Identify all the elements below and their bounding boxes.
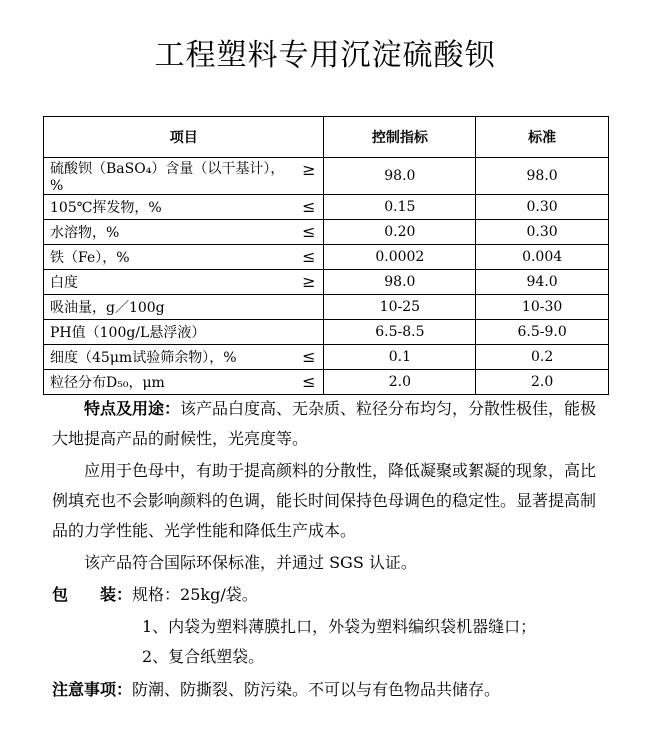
notes-line (52, 675, 500, 705)
row-limit-symbol: ≤ (302, 222, 316, 241)
table-row (44, 195, 609, 220)
row-item-label: PH值（100g/L悬浮液） (50, 325, 206, 341)
packaging-spec: 规格：25kg/袋。 (132, 585, 258, 604)
row-control-value: 0.0002 (324, 245, 476, 270)
row-control-value: 2.0 (324, 370, 476, 395)
table-header-row (44, 117, 609, 158)
row-item-label: 白度 (50, 275, 78, 291)
row-item (44, 245, 324, 270)
row-control-value: 0.15 (324, 195, 476, 220)
document-title: 工程塑料专用沉淀硫酸钡 (154, 38, 496, 73)
table-row (44, 370, 609, 395)
row-limit-symbol: ≤ (302, 197, 316, 216)
notes-label: 注意事项： (52, 680, 133, 699)
table-row (44, 320, 609, 345)
row-standard-value: 0.004 (476, 245, 609, 270)
row-standard-value: 2.0 (476, 370, 609, 395)
row-item (44, 270, 324, 295)
row-item (44, 220, 324, 245)
row-item (44, 370, 324, 395)
row-standard-value: 6.5-9.0 (476, 320, 609, 345)
row-limit-symbol: ≤ (302, 347, 316, 366)
row-item (44, 158, 324, 195)
application-paragraph: 应用于色母中，有助于提高颜料的分散性，降低凝聚或絮凝的现象，高比例填充也不会影响颜料的色调，能长时间保持色母调色的稳定性。显著提高制品的力学性能、光学性能和降低生产成本。 (52, 461, 597, 540)
row-control-value: 0.1 (324, 345, 476, 370)
table-row (44, 158, 609, 195)
packaging-line (52, 580, 258, 610)
header-control: 控制指标 (324, 117, 476, 158)
row-item-label: 水溶物，% (50, 225, 120, 241)
row-standard-value: 94.0 (476, 270, 609, 295)
row-item-label: 粒径分布D₅₀，μm (50, 375, 165, 391)
row-item-label: 铁（Fe），% (50, 250, 130, 266)
features-label: 特点及用途： (84, 399, 181, 418)
table-row (44, 345, 609, 370)
row-limit-symbol: ≥ (302, 160, 316, 179)
row-limit-symbol: ≤ (302, 372, 316, 391)
packaging-label: 包 装： (52, 585, 133, 604)
row-item (44, 320, 324, 345)
row-standard-value: 10-30 (476, 295, 609, 320)
row-item (44, 345, 324, 370)
table-row (44, 245, 609, 270)
row-limit-symbol: ≤ (302, 247, 316, 266)
row-standard-value: 0.2 (476, 345, 609, 370)
features-paragraph (52, 394, 608, 454)
table-row (44, 270, 609, 295)
row-control-value: 98.0 (324, 270, 476, 295)
table-row (44, 220, 609, 245)
row-standard-value: 98.0 (476, 158, 609, 195)
row-control-value: 98.0 (324, 158, 476, 195)
row-item (44, 295, 324, 320)
row-item-label: 细度（45μm试验筛余物），% (50, 350, 237, 366)
features-text: 该产品白度高、无杂质、粒径分布均匀，分散性极佳，能极大地提高产品的耐候性，光亮度等。 (52, 399, 597, 448)
row-item-label: 硫酸钡（BaSO₄）含量（以干基计），% (50, 161, 285, 194)
row-standard-value: 0.30 (476, 195, 609, 220)
row-standard-value: 0.30 (476, 220, 609, 245)
notes-text: 防潮、防撕裂、防污染。不可以与有色物品共储存。 (132, 680, 501, 699)
row-control-value: 6.5-8.5 (324, 320, 476, 345)
packaging-item-1: 1、内袋为塑料薄膜扎口，外袋为塑料编织袋机器缝口； (142, 617, 537, 636)
compliance-paragraph: 该产品符合国际环保标准，并通过 SGS 认证。 (84, 553, 417, 572)
spec-table (43, 116, 609, 395)
row-item (44, 195, 324, 220)
header-standard: 标准 (476, 117, 609, 158)
row-item-label: 吸油量，g／100g (50, 300, 165, 316)
header-item: 项目 (44, 117, 324, 158)
row-limit-symbol: ≥ (302, 272, 316, 291)
row-control-value: 0.20 (324, 220, 476, 245)
table-row (44, 295, 609, 320)
packaging-item-2: 2、复合纸塑袋。 (142, 647, 265, 666)
row-item-label: 105℃挥发物，% (50, 200, 162, 216)
row-control-value: 10-25 (324, 295, 476, 320)
